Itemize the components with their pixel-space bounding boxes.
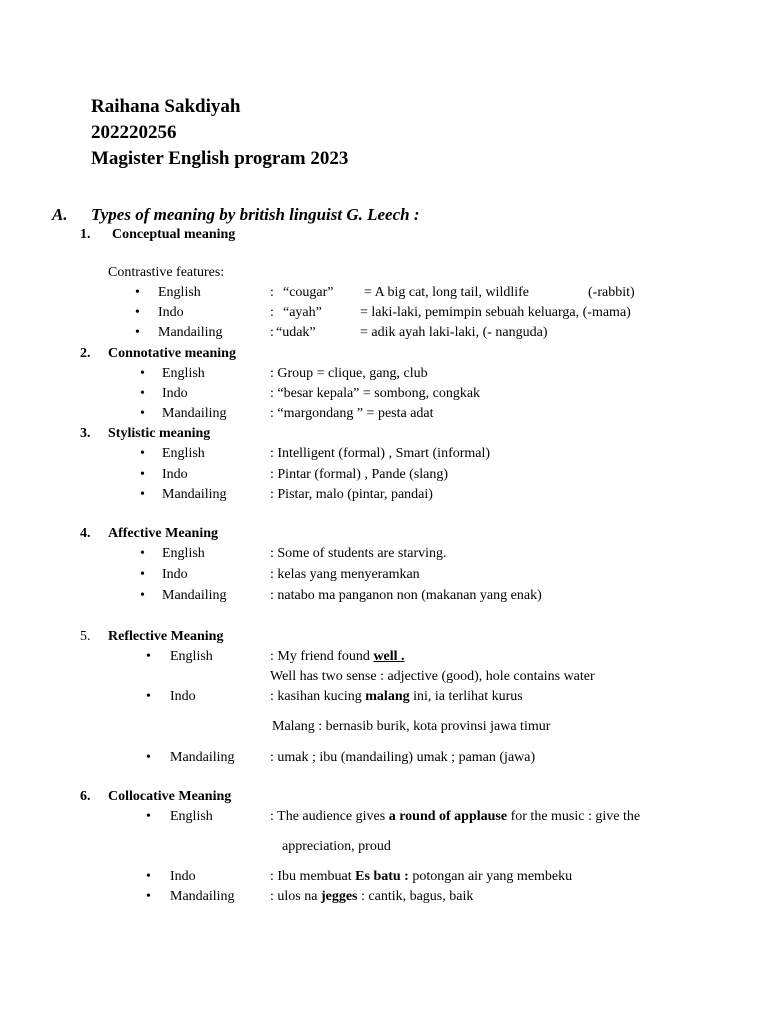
bullet-icon: • [135,325,140,340]
item-title: Stylistic meaning [108,426,211,441]
item-number: 4. [80,526,91,541]
item-number: 2. [80,346,91,361]
lang-label: Mandailing [158,325,223,340]
colon: : [270,325,274,340]
student-id: 202220256 [91,122,177,143]
example-text [270,810,640,824]
lang-label: English [158,285,201,300]
example-text [270,890,473,904]
item-number: 5. [80,629,91,644]
section-letter: A. [52,205,68,224]
bullet-icon: • [140,446,145,461]
example-definition: = laki-laki, pemimpin sebuah keluarga, (-mama) [360,305,631,320]
bullet-icon: • [146,649,151,664]
lang-label: Indo [158,305,184,320]
lang-label: English [162,366,205,381]
lang-label: Mandailing [162,588,227,603]
example-keyword: well . [373,649,405,664]
example-text: : natabo ma panganon non (makanan yang enak) [270,588,542,603]
lang-label: Indo [162,467,188,482]
item-number: 3. [80,426,91,441]
example-text: : umak ; ibu (mandailing) umak ; paman (jawa) [270,750,536,765]
example-text: : “margondang ” = pesta adat [270,406,434,421]
example-explanation: appreciation, proud [282,839,391,854]
example-word: “udak” [276,325,316,340]
example-pre: : ulos na [270,889,321,904]
program-title: Magister English program 2023 [91,148,349,169]
item-title: Reflective Meaning [108,629,224,644]
bullet-icon: • [140,546,145,561]
lang-label: English [170,809,213,824]
example-keyword: malang [365,689,410,704]
example-post: potongan air yang membeku [408,869,573,884]
example-word: “ayah” [283,305,322,320]
example-explanation: Well has two sense : adjective (good), hole contains water [270,669,595,684]
item-subtitle: Contrastive features: [108,265,225,280]
example-pre: : Ibu membuat [270,869,356,884]
example-pre: : The audience gives [270,809,389,824]
example-text: : kelas yang menyeramkan [270,567,420,582]
bullet-icon: • [140,487,145,502]
bullet-icon: • [140,588,145,603]
lang-label: Indo [162,567,188,582]
lang-label: English [162,546,205,561]
example-text: : Intelligent (formal) , Smart (informal) [270,446,491,461]
example-text: : “besar kepala” = sombong, congkak [270,386,481,401]
bullet-icon: • [146,809,151,824]
example-text [270,650,405,664]
lang-label: Mandailing [170,750,235,765]
example-post: : cantik, bagus, baik [357,889,474,904]
example-text: : Pintar (formal) , Pande (slang) [270,467,449,482]
item-number: 6. [80,789,91,804]
lang-label: Indo [162,386,188,401]
example-text [270,870,572,884]
section-title: Types of meaning by british linguist G. Leech : [91,205,420,224]
item-title: Conceptual meaning [112,227,236,242]
example-pre: : My friend found [270,649,374,664]
bullet-icon: • [140,386,145,401]
example-text: : Pistar, malo (pintar, pandai) [270,487,433,502]
bullet-icon: • [140,567,145,582]
bullet-icon: • [146,750,151,765]
example-text: : Group = clique, gang, club [270,366,428,381]
lang-label: Mandailing [170,889,235,904]
example-text [270,690,523,704]
item-title: Connotative meaning [108,346,236,361]
bullet-icon: • [146,889,151,904]
example-keyword: a round of applause [388,809,508,824]
bullet-icon: • [146,869,151,884]
example-word: “cougar” [283,285,334,300]
example-text: : Some of students are starving. [270,546,447,561]
bullet-icon: • [135,305,140,320]
example-definition: = A big cat, long tail, wildlife [364,285,529,300]
lang-label: English [170,649,213,664]
item-number: 1. [80,227,91,242]
bullet-icon: • [135,285,140,300]
item-title: Collocative Meaning [108,789,232,804]
lang-label: Indo [170,869,196,884]
example-explanation: Malang : bernasib burik, kota provinsi jawa timur [272,719,551,734]
lang-label: English [162,446,205,461]
lang-label: Mandailing [162,487,227,502]
example-post: for the music : give the [507,809,641,824]
item-title: Affective Meaning [108,526,219,541]
author-name: Raihana Sakdiyah [91,96,241,117]
lang-label: Indo [170,689,196,704]
colon: : [270,285,274,300]
bullet-icon: • [146,689,151,704]
example-keyword: jegges [320,889,358,904]
bullet-icon: • [140,406,145,421]
colon: : [270,305,274,320]
example-definition: = adik ayah laki-laki, (- nanguda) [360,325,548,340]
bullet-icon: • [140,366,145,381]
lang-label: Mandailing [162,406,227,421]
bullet-icon: • [140,467,145,482]
example-keyword: Es batu : [355,869,409,884]
example-pre: : kasihan kucing [270,689,366,704]
example-contrast: (-rabbit) [588,285,635,300]
example-post: ini, ia terlihat kurus [409,689,523,704]
